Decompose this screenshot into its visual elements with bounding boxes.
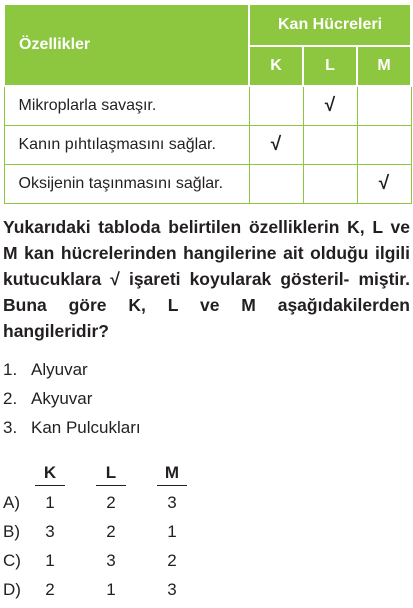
row-mark-m: [357, 126, 411, 165]
option-number: 1.: [3, 360, 18, 379]
row-mark-k: √: [249, 126, 303, 165]
answer-option-d[interactable]: [3, 575, 187, 604]
row-mark-l: [303, 165, 357, 204]
option-number: 3.: [3, 418, 18, 437]
properties-table-wrapper: [3, 3, 410, 204]
row-label: Oksijenin taşınmasını sağlar.: [4, 165, 249, 204]
answer-value-k: 1: [45, 550, 55, 570]
answer-value-m: 3: [167, 492, 177, 512]
answer-value-k: 3: [45, 521, 55, 541]
answer-value-k: 1: [45, 492, 55, 512]
answer-value-m: 3: [167, 579, 177, 599]
row-mark-l: √: [303, 86, 357, 126]
table-row: [4, 126, 411, 165]
answer-option-a[interactable]: [3, 488, 187, 517]
row-mark-m: [357, 86, 411, 126]
table-row: [4, 165, 411, 204]
row-mark-m: √: [357, 165, 411, 204]
list-item: [3, 384, 141, 413]
option-number: 2.: [3, 389, 18, 408]
option-text: Akyuvar: [31, 389, 93, 408]
header-col-k: K: [249, 46, 303, 86]
row-label: Mikroplarla savaşır.: [4, 86, 249, 126]
answer-letter: B): [3, 521, 20, 541]
answer-header-m: M: [157, 461, 187, 486]
option-text: Kan Pulcukları: [31, 418, 141, 437]
answer-letter: C): [3, 550, 21, 570]
header-col-l: L: [303, 46, 357, 86]
answer-choices: [3, 458, 187, 604]
row-mark-l: [303, 126, 357, 165]
list-item: [3, 413, 141, 442]
answer-letter: D): [3, 579, 21, 599]
answer-header: [3, 458, 187, 488]
answer-value-l: 3: [106, 550, 116, 570]
answer-letter: A): [3, 492, 20, 512]
options-list: [3, 355, 141, 442]
answer-value-m: 1: [167, 521, 177, 541]
header-feature: Özellikler: [4, 4, 249, 86]
option-text: Alyuvar: [31, 360, 88, 379]
answer-option-c[interactable]: [3, 546, 187, 575]
header-col-m: M: [357, 46, 411, 86]
answer-value-l: 2: [106, 492, 116, 512]
table-row: [4, 86, 411, 126]
answer-option-b[interactable]: [3, 517, 187, 546]
header-blood-cells: Kan Hücreleri: [249, 4, 411, 46]
row-mark-k: [249, 86, 303, 126]
question-text: Yukarıdaki tabloda belirtilen özelliklerin K, L ve M kan hücrelerinden hangilerine ait olduğu ilgili kutucuklara √ işareti koyularak gösteril- miştir. Buna göre K, L ve M aşağıdakilerden hangileridir?: [3, 217, 410, 341]
row-mark-k: [249, 165, 303, 204]
row-label: Kanın pıhtılaşmasını sağlar.: [4, 126, 249, 165]
answer-value-l: 1: [106, 579, 116, 599]
properties-table: [3, 3, 412, 204]
answer-value-l: 2: [106, 521, 116, 541]
answer-header-l: L: [96, 461, 126, 486]
answer-value-k: 2: [45, 579, 55, 599]
answer-value-m: 2: [167, 550, 177, 570]
answer-header-k: K: [35, 461, 65, 486]
list-item: [3, 355, 141, 384]
